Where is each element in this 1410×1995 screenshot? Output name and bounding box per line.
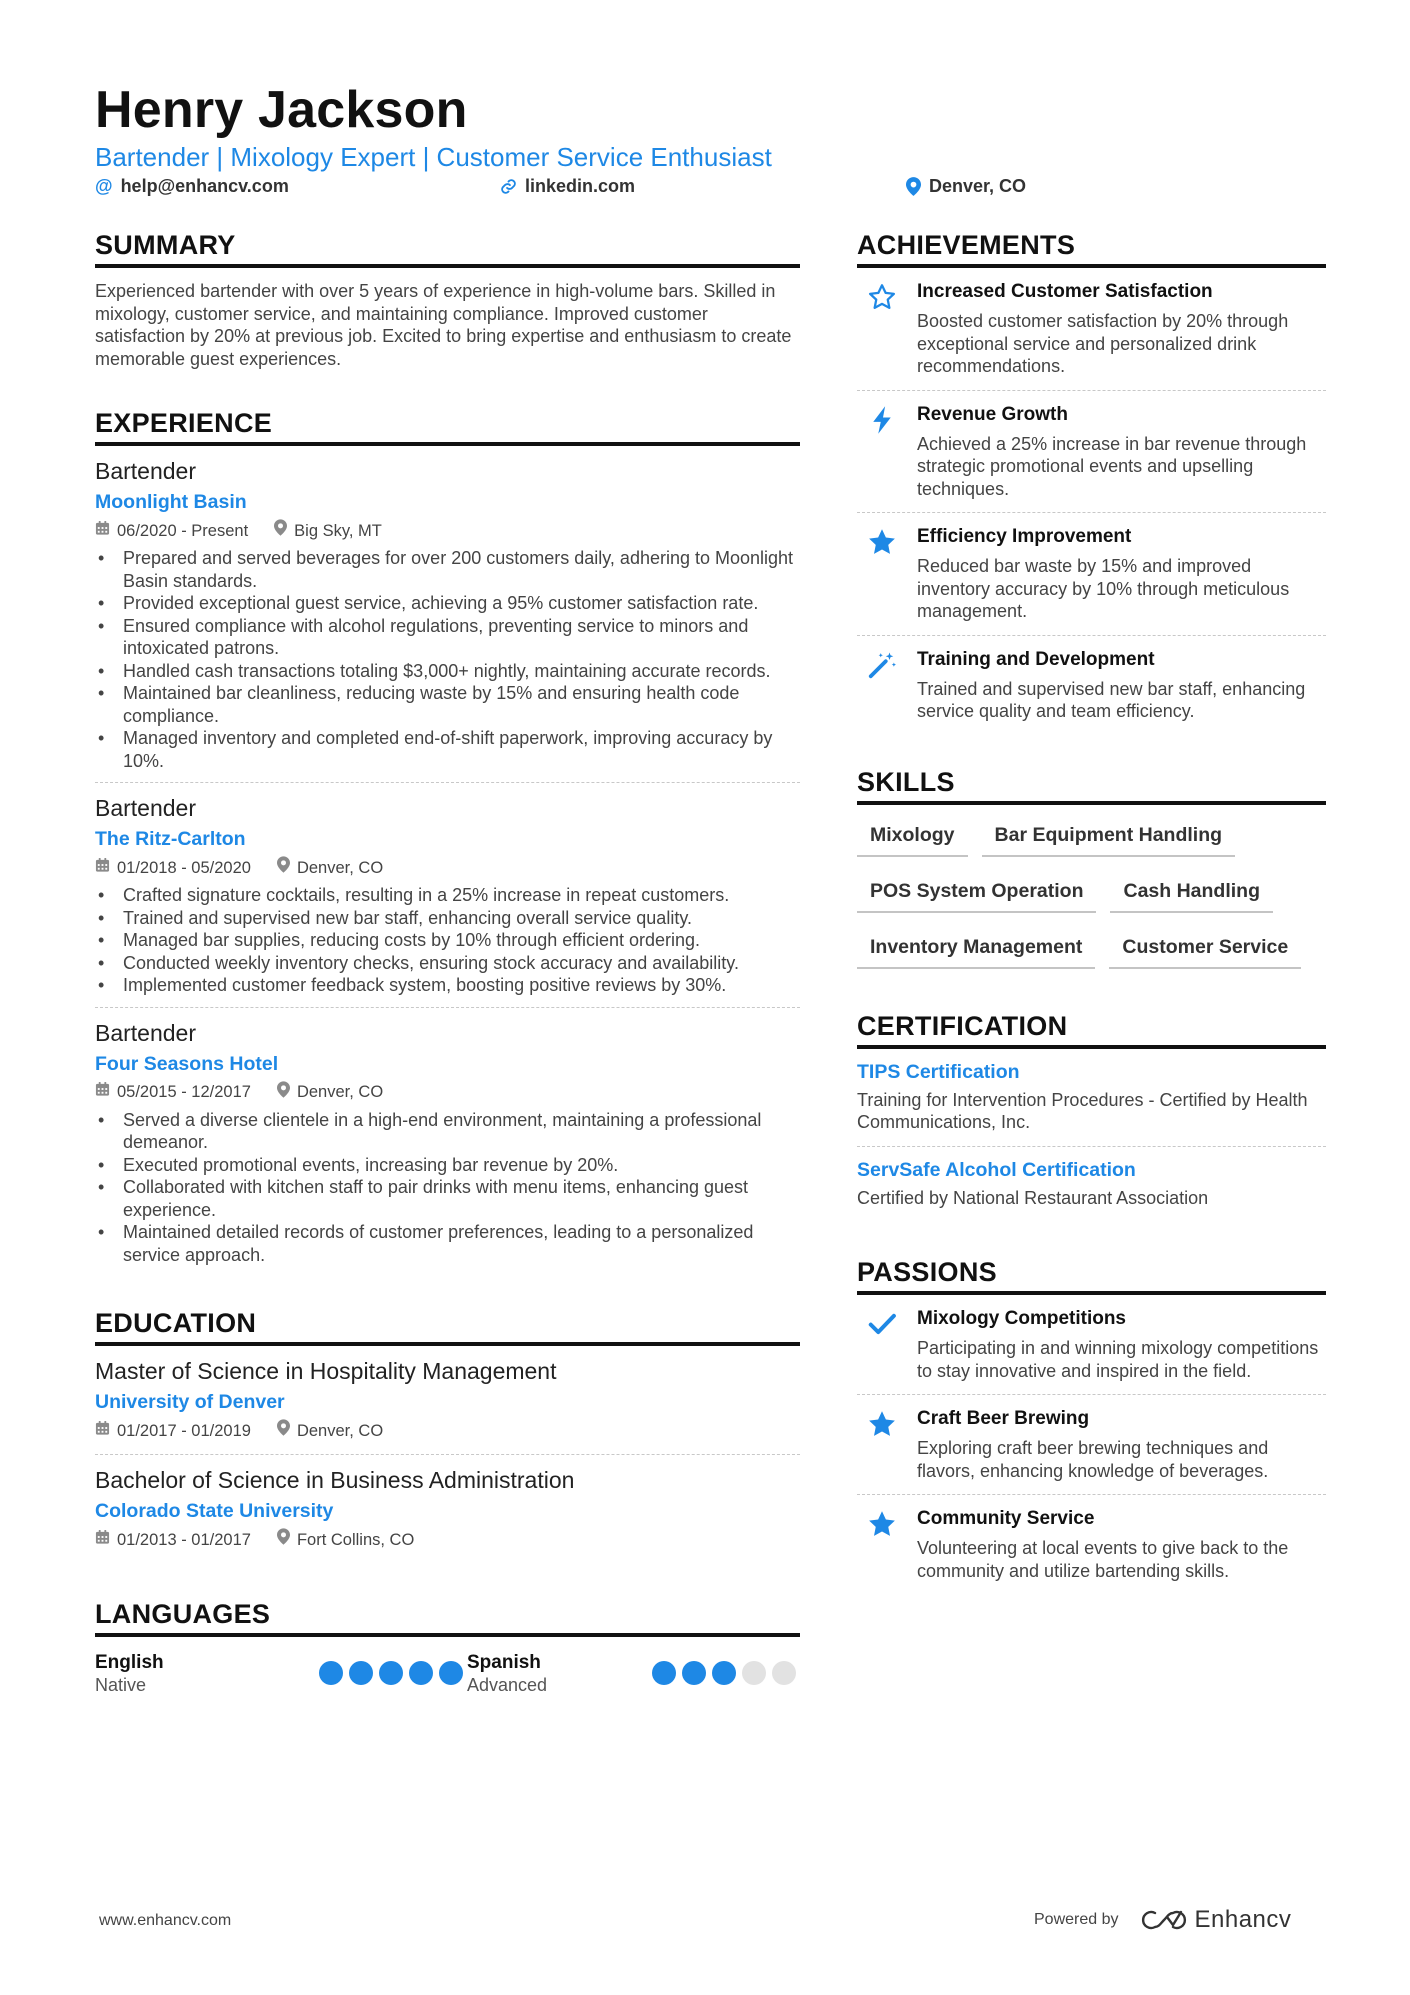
skill-tag: POS System Operation bbox=[857, 867, 1096, 913]
skills-section bbox=[857, 765, 1326, 979]
proficiency-dot bbox=[319, 1661, 343, 1685]
language-info bbox=[467, 1651, 547, 1697]
date-range bbox=[95, 1420, 251, 1442]
achievement-item bbox=[857, 391, 1326, 514]
achievements-heading: ACHIEVEMENTS bbox=[857, 228, 1326, 268]
summary-heading: SUMMARY bbox=[95, 228, 800, 268]
location bbox=[277, 1419, 383, 1442]
degree: Bachelor of Science in Business Administration bbox=[95, 1467, 575, 1493]
bullet-item: • Crafted signature cocktails, resulting in a 25% increase in repeat customers. bbox=[95, 884, 800, 907]
date-range bbox=[95, 520, 248, 542]
proficiency-dot bbox=[379, 1661, 403, 1685]
bullet-list bbox=[95, 884, 800, 997]
proficiency-dot bbox=[652, 1661, 676, 1685]
star-icon bbox=[857, 1507, 917, 1582]
education-item bbox=[95, 1346, 800, 1455]
certification-section bbox=[857, 1009, 1326, 1222]
location-pin-icon bbox=[274, 519, 287, 542]
certification-item bbox=[857, 1147, 1326, 1222]
proficiency-dot bbox=[712, 1661, 736, 1685]
achievement-item-description: Trained and supervised new bar staff, enhancing service quality and team efficiency. bbox=[917, 678, 1306, 721]
summary-section bbox=[95, 228, 800, 370]
skill-tag: Bar Equipment Handling bbox=[982, 811, 1236, 857]
certification-title: TIPS Certification bbox=[857, 1060, 1020, 1083]
date-text: 01/2018 - 05/2020 bbox=[117, 858, 251, 877]
experience-list bbox=[95, 446, 800, 1276]
proficiency-dot bbox=[682, 1661, 706, 1685]
proficiency-dot bbox=[349, 1661, 373, 1685]
passion-item-title: Community Service bbox=[917, 1508, 1095, 1529]
calendar-icon bbox=[95, 1420, 110, 1442]
achievement-item-body bbox=[917, 525, 1326, 623]
education-item bbox=[95, 1455, 800, 1563]
location-pin-icon bbox=[277, 1081, 290, 1104]
languages-section bbox=[95, 1597, 800, 1697]
certification-heading: CERTIFICATION bbox=[857, 1009, 1326, 1049]
calendar-icon bbox=[95, 857, 110, 879]
certification-item bbox=[857, 1049, 1326, 1147]
job-title: Bartender bbox=[95, 1019, 197, 1046]
language-name: Spanish bbox=[467, 1652, 541, 1673]
passion-item-body bbox=[917, 1407, 1326, 1482]
proficiency-dot bbox=[439, 1661, 463, 1685]
education-section bbox=[95, 1306, 800, 1563]
location-text: Denver, CO bbox=[296, 1083, 384, 1101]
experience-item bbox=[95, 446, 800, 783]
achievements-section bbox=[857, 228, 1326, 735]
calendar-icon bbox=[95, 1081, 110, 1103]
candidate-title: Bartender | Mixology Expert | Customer Service Enthusiast bbox=[95, 142, 772, 172]
bullet-item: • Prepared and served beverages for over 200 customers daily, adhering to Moonlight Basin standards. bbox=[95, 547, 800, 592]
skills-list bbox=[857, 811, 1326, 979]
skill-tag: Customer Service bbox=[1109, 923, 1301, 969]
achievement-item bbox=[857, 513, 1326, 636]
location-pin-icon bbox=[906, 177, 921, 196]
date-text: 01/2013 - 01/2017 bbox=[117, 1530, 251, 1549]
bullet-item: • Implemented customer feedback system, boosting positive reviews by 30%. bbox=[95, 974, 800, 997]
brand-name: Enhancv bbox=[1194, 1906, 1292, 1933]
bullet-item: • Ensured compliance with alcohol regulations, preventing service to minors and intoxicated patrons. bbox=[95, 615, 800, 660]
languages-list bbox=[95, 1651, 800, 1697]
certification-list bbox=[857, 1049, 1326, 1222]
bullet-item: • Provided exceptional guest service, achieving a 95% customer satisfaction rate. bbox=[95, 592, 800, 615]
bullet-list bbox=[95, 1109, 800, 1267]
school-name: University of Denver bbox=[95, 1391, 285, 1413]
achievement-item-title: Efficiency Improvement bbox=[917, 526, 1132, 547]
passions-list bbox=[857, 1295, 1326, 1594]
bullet-item: • Maintained detailed records of customer preferences, leading to a personalized service approach. bbox=[95, 1221, 800, 1266]
meta-row bbox=[95, 1528, 800, 1551]
lightning-icon bbox=[857, 403, 917, 501]
date-text: 06/2020 - Present bbox=[117, 521, 249, 540]
passions-section bbox=[857, 1255, 1326, 1594]
passions-heading: PASSIONS bbox=[857, 1255, 1326, 1295]
certification-description: Training for Intervention Procedures - Certified by Health Communications, Inc. bbox=[857, 1089, 1308, 1132]
language-item bbox=[95, 1651, 467, 1697]
meta-row bbox=[95, 1419, 800, 1442]
experience-item bbox=[95, 783, 800, 1008]
proficiency-dots bbox=[319, 1661, 463, 1685]
certification-title: ServSafe Alcohol Certification bbox=[857, 1158, 1136, 1181]
company-name: Four Seasons Hotel bbox=[95, 1052, 279, 1075]
language-level: Advanced bbox=[467, 1675, 548, 1695]
checkmark-icon bbox=[857, 1307, 917, 1382]
achievement-item-title: Increased Customer Satisfaction bbox=[917, 281, 1213, 302]
school-name: Colorado State University bbox=[95, 1500, 334, 1522]
achievement-item bbox=[857, 268, 1326, 391]
location bbox=[277, 1081, 383, 1104]
date-text: 05/2015 - 12/2017 bbox=[117, 1083, 251, 1101]
education-heading: EDUCATION bbox=[95, 1306, 800, 1346]
powered-by-label: Powered by bbox=[1034, 1911, 1119, 1928]
proficiency-dot bbox=[772, 1661, 796, 1685]
bullet-item: • Maintained bar cleanliness, reducing waste by 15% and ensuring health code compliance. bbox=[95, 682, 800, 727]
date-text: 01/2017 - 01/2019 bbox=[117, 1421, 251, 1440]
achievement-item-description: Achieved a 25% increase in bar revenue through strategic promotional events and upselling techniques. bbox=[917, 433, 1307, 499]
experience-section bbox=[95, 406, 800, 1276]
date-range bbox=[95, 857, 251, 879]
location-text: Denver, CO bbox=[296, 1421, 384, 1440]
language-name: English bbox=[95, 1652, 164, 1673]
languages-heading: LANGUAGES bbox=[95, 1597, 800, 1637]
star-icon bbox=[857, 525, 917, 623]
achievement-item-title: Revenue Growth bbox=[917, 403, 1068, 425]
bullet-item: • Served a diverse clientele in a high-end environment, maintaining a professional demeanor. bbox=[95, 1109, 800, 1154]
proficiency-dot bbox=[742, 1661, 766, 1685]
achievement-item-body bbox=[917, 648, 1326, 723]
linkedin-text: linkedin.com bbox=[525, 176, 636, 196]
proficiency-dots bbox=[652, 1661, 796, 1685]
meta-row bbox=[95, 856, 800, 879]
passion-item bbox=[857, 1495, 1326, 1594]
enhancv-logo[interactable] bbox=[1141, 1906, 1292, 1934]
footer-website[interactable]: www.enhancv.com bbox=[99, 1912, 232, 1929]
achievement-item-description: Reduced bar waste by 15% and improved inventory accuracy by 10% through meticulous management. bbox=[917, 556, 1290, 621]
meta-row bbox=[95, 519, 800, 542]
language-item bbox=[467, 1651, 800, 1697]
star-icon bbox=[857, 1407, 917, 1482]
passion-item-description: Exploring craft beer brewing techniques and flavors, enhancing knowledge of beverages. bbox=[917, 1438, 1269, 1481]
passion-item-body bbox=[917, 1507, 1326, 1582]
location-text: Fort Collins, CO bbox=[296, 1530, 415, 1549]
achievement-item-body bbox=[917, 403, 1326, 501]
education-list bbox=[95, 1346, 800, 1563]
skills-heading: SKILLS bbox=[857, 765, 1326, 805]
passion-item-title: Craft Beer Brewing bbox=[917, 1408, 1090, 1429]
bullet-item: • Executed promotional events, increasing bar revenue by 20%. bbox=[95, 1154, 800, 1177]
achievement-item bbox=[857, 636, 1326, 735]
language-level: Native bbox=[95, 1675, 147, 1695]
company-name: Moonlight Basin bbox=[95, 491, 247, 513]
certification-description: Certified by National Restaurant Association bbox=[857, 1187, 1209, 1208]
link-icon bbox=[500, 178, 517, 195]
location bbox=[277, 856, 383, 879]
passion-item-description: Participating in and winning mixology competitions to stay innovative and inspired in the field. bbox=[917, 1338, 1319, 1381]
job-title: Bartender bbox=[95, 458, 197, 484]
skill-tag: Inventory Management bbox=[857, 923, 1095, 969]
location-text: Denver, CO bbox=[296, 858, 384, 877]
contact-linkedin[interactable] bbox=[500, 174, 635, 198]
star-outline-icon bbox=[857, 280, 917, 378]
footer-branding bbox=[1034, 1906, 1291, 1934]
location-text: Denver, CO bbox=[929, 176, 1027, 196]
location bbox=[277, 1528, 414, 1551]
magic-wand-icon bbox=[857, 648, 917, 723]
bullet-item: • Managed inventory and completed end-of-shift paperwork, improving accuracy by 10%. bbox=[95, 727, 800, 772]
left-column bbox=[95, 228, 800, 1727]
date-range bbox=[95, 1081, 251, 1103]
achievements-list bbox=[857, 268, 1326, 735]
experience-item bbox=[95, 1008, 800, 1277]
candidate-name: Henry Jackson bbox=[95, 81, 468, 139]
skill-tag: Mixology bbox=[857, 811, 968, 857]
skill-tag: Cash Handling bbox=[1110, 867, 1273, 913]
calendar-icon bbox=[95, 1529, 110, 1551]
achievement-item-title: Training and Development bbox=[917, 648, 1155, 670]
date-range bbox=[95, 1529, 251, 1551]
location-text: Big Sky, MT bbox=[294, 521, 382, 540]
language-info bbox=[95, 1651, 164, 1697]
passion-item-description: Volunteering at local events to give back to the community and utilize bartending skills. bbox=[917, 1538, 1289, 1581]
passion-item bbox=[857, 1395, 1326, 1495]
passion-item-body bbox=[917, 1307, 1326, 1382]
contact-location bbox=[906, 174, 1026, 198]
experience-heading: EXPERIENCE bbox=[95, 406, 800, 446]
summary-text: Experienced bartender with over 5 years of experience in high-volume bars. Skilled in mixology, customer service, and maintaining compliance. Improved customer satisfaction by 20% at previous job. Excited to bring expertise and enthusiasm to create memorable guest experiences. bbox=[95, 281, 792, 369]
bullet-list bbox=[95, 547, 800, 772]
calendar-icon bbox=[95, 520, 110, 542]
bullet-item: • Trained and supervised new bar staff, enhancing overall service quality. bbox=[95, 907, 800, 930]
proficiency-dot bbox=[409, 1661, 433, 1685]
location-pin-icon bbox=[277, 1419, 290, 1442]
achievement-item-body bbox=[917, 280, 1326, 378]
contact-email[interactable] bbox=[95, 174, 289, 198]
passion-item-title: Mixology Competitions bbox=[917, 1308, 1126, 1329]
email-text: help@enhancv.com bbox=[120, 176, 289, 196]
bullet-item: • Handled cash transactions totaling $3,000+ nightly, maintaining accurate records. bbox=[95, 660, 800, 683]
job-title: Bartender bbox=[95, 795, 197, 821]
degree: Master of Science in Hospitality Management bbox=[95, 1358, 557, 1384]
at-sign-icon: @ bbox=[95, 176, 113, 196]
meta-row bbox=[95, 1081, 800, 1104]
passion-item bbox=[857, 1295, 1326, 1395]
company-name: The Ritz-Carlton bbox=[95, 828, 246, 850]
enhancv-logo-icon bbox=[1141, 1908, 1187, 1932]
achievement-item-description: Boosted customer satisfaction by 20% through exceptional service and personalized drink recommendations. bbox=[917, 311, 1289, 376]
bullet-item: • Conducted weekly inventory checks, ensuring stock accuracy and availability. bbox=[95, 952, 800, 975]
location-pin-icon bbox=[277, 856, 290, 879]
bullet-item: • Collaborated with kitchen staff to pair drinks with menu items, enhancing guest experience. bbox=[95, 1176, 800, 1221]
right-column bbox=[857, 228, 1326, 1624]
location-pin-icon bbox=[277, 1528, 290, 1551]
location bbox=[274, 519, 382, 542]
bullet-item: • Managed bar supplies, reducing costs by 10% through efficient ordering. bbox=[95, 929, 800, 952]
